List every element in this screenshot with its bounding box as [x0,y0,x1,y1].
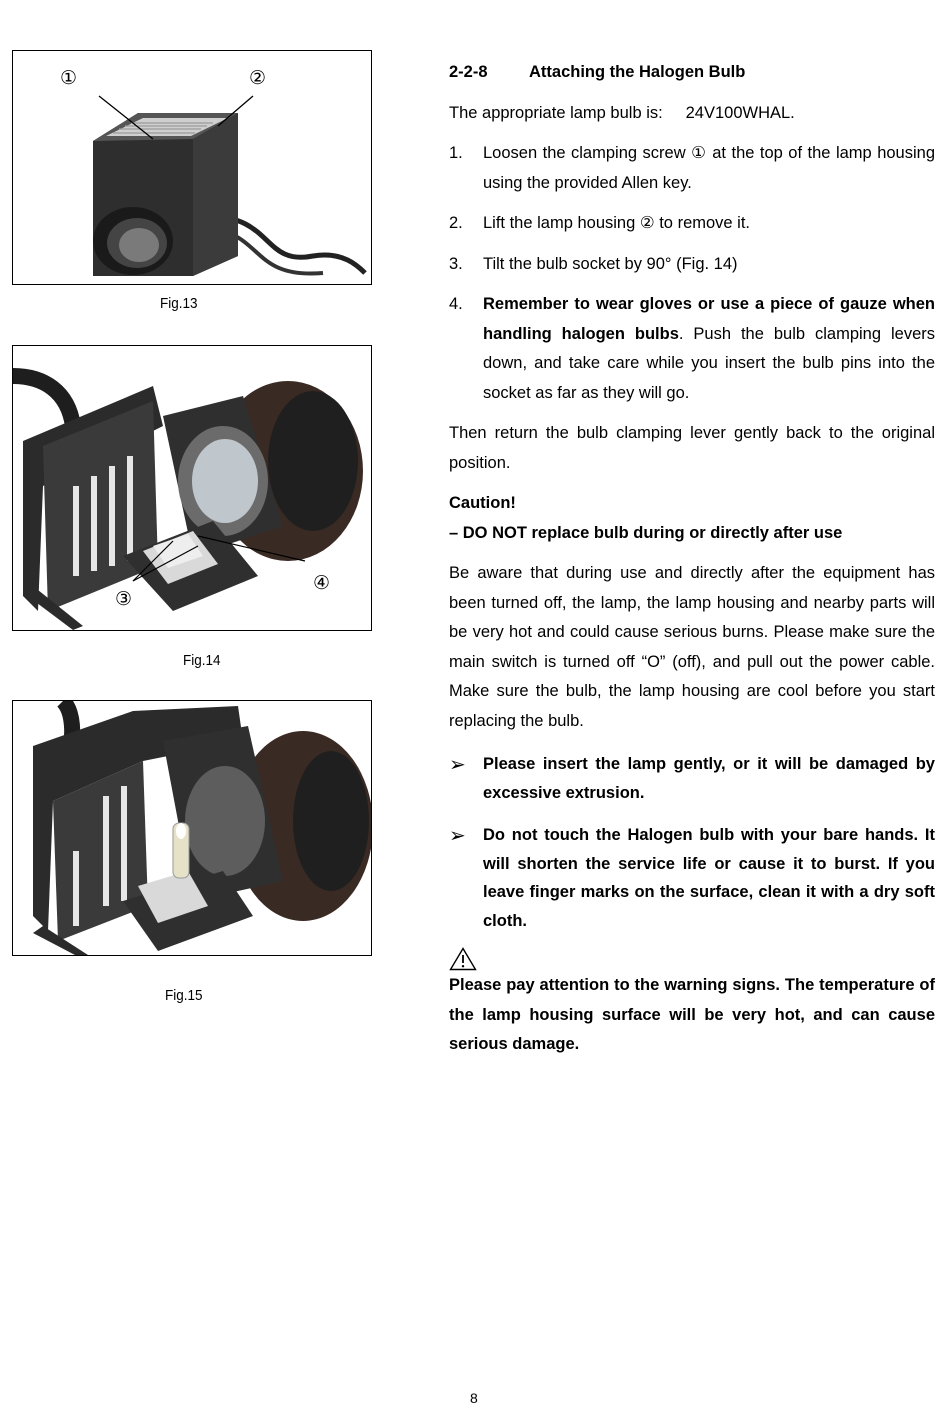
step-text: Lift the lamp housing ② to remove it. [483,214,751,232]
step-text: Loosen the clamping screw ① at the top of the lamp housing using the provided Allen key. [483,144,935,192]
note-2 [449,821,935,935]
step-3 [449,250,935,280]
step-4-text: . Push the bulb clamping levers down, and take care while you insert the bulb pins into the socket as far as they will go. [483,324,935,402]
note-1 [449,750,935,807]
step-text: Tilt the bulb socket by 90° (Fig. 14) [483,254,738,273]
section-number: 2-2-8 [449,63,488,81]
bulb-model: 24V100WHAL. [685,103,795,122]
bulb-spec [449,99,935,129]
bulb-installed-photo [13,701,371,955]
step-2 [449,209,935,239]
figure-14-caption: Fig.14 [183,652,221,669]
note-text: Do not touch the Halogen bulb with your bare hands. It will shorten the service life or cause it to burst. If you leave finger marks on the surface, clean it with a dry soft cloth. [483,826,935,930]
step-number: 4. [449,295,463,313]
warning-triangle-icon [449,947,477,971]
step-1 [449,139,935,198]
arrow-bullet-icon: ➢ [449,823,466,847]
step-number: 2. [449,214,463,232]
figure-13-caption: Fig.13 [160,295,198,312]
callout-4: ④ [313,572,331,594]
instructions-column [449,58,935,1060]
page-number: 8 [470,1390,478,1406]
figure-14-bulb-socket [12,345,372,631]
section-heading [449,58,935,88]
bulb-spec-label: The appropriate lamp bulb is: [449,103,663,122]
section-title: Attaching the Halogen Bulb [529,63,746,81]
step-text [483,290,935,408]
step-4-emphasis: Remember to wear gloves or use a piece of gauze when handling halogen bulbs [483,295,935,343]
figure-15-caption: Fig.15 [165,987,203,1004]
return-lever-text: Then return the bulb clamping lever gently back to the original position. [449,424,935,472]
callout-3: ③ [115,588,133,610]
caution-body: Be aware that during use and directly after the equipment has been turned off, the lamp, the lamp housing and nearby parts will be very hot and could cause serious burns. Please make sure the main switch is turned off “O” (off), and pull out the power cable. Make sure the bulb, the lamp housing are cool before you start replacing the bulb. [449,564,935,730]
caution-subtitle: – DO NOT replace bulb during or directly after use [449,523,843,542]
step-4 [449,290,935,408]
callout-1: ① [60,67,78,89]
caution-title: Caution! [449,494,516,512]
step-number: 3. [449,254,463,273]
step-number: 1. [449,144,463,162]
callout-2: ② [249,67,267,89]
figure-15-bulb-installed [12,700,372,956]
figure-13-lamp-housing [12,50,372,285]
note-text: Please insert the lamp gently, or it will be damaged by excessive extrusion. [483,755,935,802]
arrow-bullet-icon: ➢ [449,752,466,776]
warning-text: Please pay attention to the warning signs. The temperature of the lamp housing surface will be very hot, and can cause serious damage. [449,976,935,1053]
